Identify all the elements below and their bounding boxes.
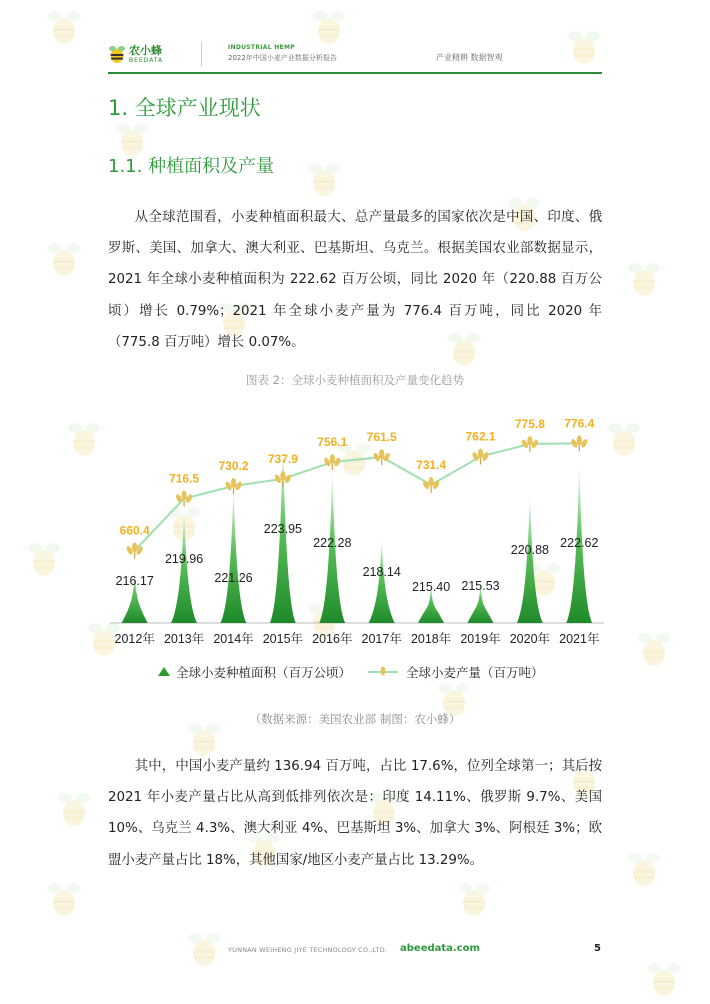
area-value-label: 221.26 bbox=[214, 571, 253, 585]
x-tick-label: 2019年 bbox=[460, 632, 501, 646]
area-bar bbox=[221, 485, 247, 623]
x-tick-label: 2014年 bbox=[213, 632, 254, 646]
x-tick-label: 2018年 bbox=[410, 632, 452, 646]
paragraph-country-share: 其中，中国小麦产量约 136.94 百万吨，占比 17.6%，位列全球第一；其后按 2021 年小麦产量占比从高到低排列依次是：印度 14.11%、俄罗斯 9.7%、美国 10%、乌克兰 4.3%、澳大利亚 4%、巴基斯坦 3%、加拿大 3%、阿根廷 3%；欧盟小麦产量占比 18%，其他国家/地区小麦产量占比 13.29%。 bbox=[108, 759, 602, 868]
header-slogan: 产业精耕 数据智观 bbox=[436, 53, 503, 62]
area-bar bbox=[369, 536, 395, 623]
wheat-area-production-chart bbox=[100, 396, 620, 686]
x-tick-label: 2013年 bbox=[163, 632, 205, 646]
area-value-label: 218.14 bbox=[362, 565, 401, 579]
x-tick-label: 2020年 bbox=[509, 632, 551, 646]
bee-watermark-icon bbox=[40, 240, 88, 280]
bee-watermark-icon bbox=[640, 960, 688, 1000]
area-value-label: 222.28 bbox=[313, 536, 352, 550]
wheat-marker-icon bbox=[224, 478, 243, 494]
page-header bbox=[0, 0, 710, 75]
report-cn-title: 2022年中国小麦产业数据分析报告 bbox=[228, 54, 337, 62]
wheat-marker-icon bbox=[570, 435, 589, 451]
x-tick-label: 2021年 bbox=[559, 632, 600, 646]
legend-area-label: 全球小麦种植面积（百万公顷） bbox=[176, 666, 352, 680]
header-rule bbox=[108, 72, 602, 74]
page-number: 5 bbox=[594, 943, 601, 954]
area-value-label: 222.62 bbox=[560, 536, 599, 550]
header-divider bbox=[201, 42, 202, 66]
paragraph-intro: 从全球范围看，小麦种植面积最大、总产量最多的国家依次是中国、印度、俄罗斯、美国、加拿大、澳大利亚、巴基斯坦、乌克兰。根据美国农业部数据显示，2021 年全球小麦种植面积为 222.62 百万公顷，同比 2020 年（220.88 百万公顷）增长 0.79%；2021 年全球小麦产量为 776.4 百万吨，同比 2020 年（775.8 百万吨）增长 0.07%。 bbox=[108, 210, 602, 350]
production-label: 776.4 bbox=[564, 416, 595, 431]
wheat-marker-icon bbox=[422, 477, 441, 493]
bee-logo-icon bbox=[108, 44, 126, 64]
brand-logo bbox=[108, 42, 163, 66]
bee-watermark-icon bbox=[620, 260, 668, 300]
production-label: 761.5 bbox=[366, 430, 397, 445]
wheat-marker-icon bbox=[471, 449, 490, 465]
area-value-label: 219.96 bbox=[164, 552, 204, 566]
production-label: 775.8 bbox=[514, 416, 545, 431]
area-value-label: 220.88 bbox=[510, 543, 550, 557]
logo-en-text: BEEDATA bbox=[129, 56, 164, 64]
area-value-label: 215.53 bbox=[461, 579, 500, 593]
production-label: 716.5 bbox=[169, 471, 200, 486]
x-tick-label: 2015年 bbox=[262, 632, 304, 646]
bee-watermark-icon bbox=[620, 850, 668, 890]
footer-url[interactable]: abeedata.com bbox=[400, 943, 480, 954]
section-heading-1: 1. 全球产业现状 bbox=[108, 96, 261, 120]
section-heading-1-1: 1.1. 种植面积及产量 bbox=[108, 156, 275, 177]
wheat-marker-icon bbox=[323, 454, 342, 470]
bee-watermark-icon bbox=[630, 630, 678, 670]
footer-company: YUNNAN WEIHENG JIYE TECHNOLOGY CO.,LTD. bbox=[228, 946, 388, 954]
production-label: 660.4 bbox=[119, 523, 150, 538]
legend-production-label: 全球小麦产量（百万吨） bbox=[406, 666, 544, 680]
bee-watermark-icon bbox=[40, 880, 88, 920]
figure-caption: 图表 2：全球小麦种植面积及产量变化趋势 bbox=[246, 373, 464, 387]
area-value-label: 223.95 bbox=[263, 522, 303, 536]
production-label: 731.4 bbox=[416, 457, 447, 472]
x-tick-label: 2016年 bbox=[312, 632, 353, 646]
area-value-label: 215.40 bbox=[411, 580, 451, 594]
legend-wheat-icon bbox=[381, 667, 386, 676]
figure-source: （数据来源：美国农业部 制图：农小蜂） bbox=[249, 712, 461, 726]
x-tick-label: 2017年 bbox=[361, 632, 402, 646]
logo-cn-text: 农小蜂 bbox=[129, 43, 162, 57]
production-label: 762.1 bbox=[465, 429, 496, 444]
bee-watermark-icon bbox=[450, 880, 498, 920]
bee-watermark-icon bbox=[50, 790, 98, 830]
production-line bbox=[135, 443, 580, 550]
x-tick-label: 2012年 bbox=[114, 632, 155, 646]
wheat-marker-icon bbox=[521, 436, 540, 452]
wheat-marker-icon bbox=[372, 449, 391, 465]
production-label: 730.2 bbox=[218, 458, 249, 473]
production-label: 737.9 bbox=[267, 451, 298, 466]
legend-area-marker bbox=[158, 667, 170, 676]
area-value-label: 216.17 bbox=[115, 574, 154, 588]
bee-watermark-icon bbox=[300, 160, 348, 200]
production-label: 756.1 bbox=[317, 435, 348, 450]
wheat-marker-icon bbox=[274, 471, 293, 487]
report-en-title: INDUSTRIAL HEMP bbox=[228, 44, 295, 51]
area-bar bbox=[517, 492, 543, 623]
bee-watermark-icon bbox=[20, 540, 68, 580]
bee-watermark-icon bbox=[180, 930, 228, 970]
